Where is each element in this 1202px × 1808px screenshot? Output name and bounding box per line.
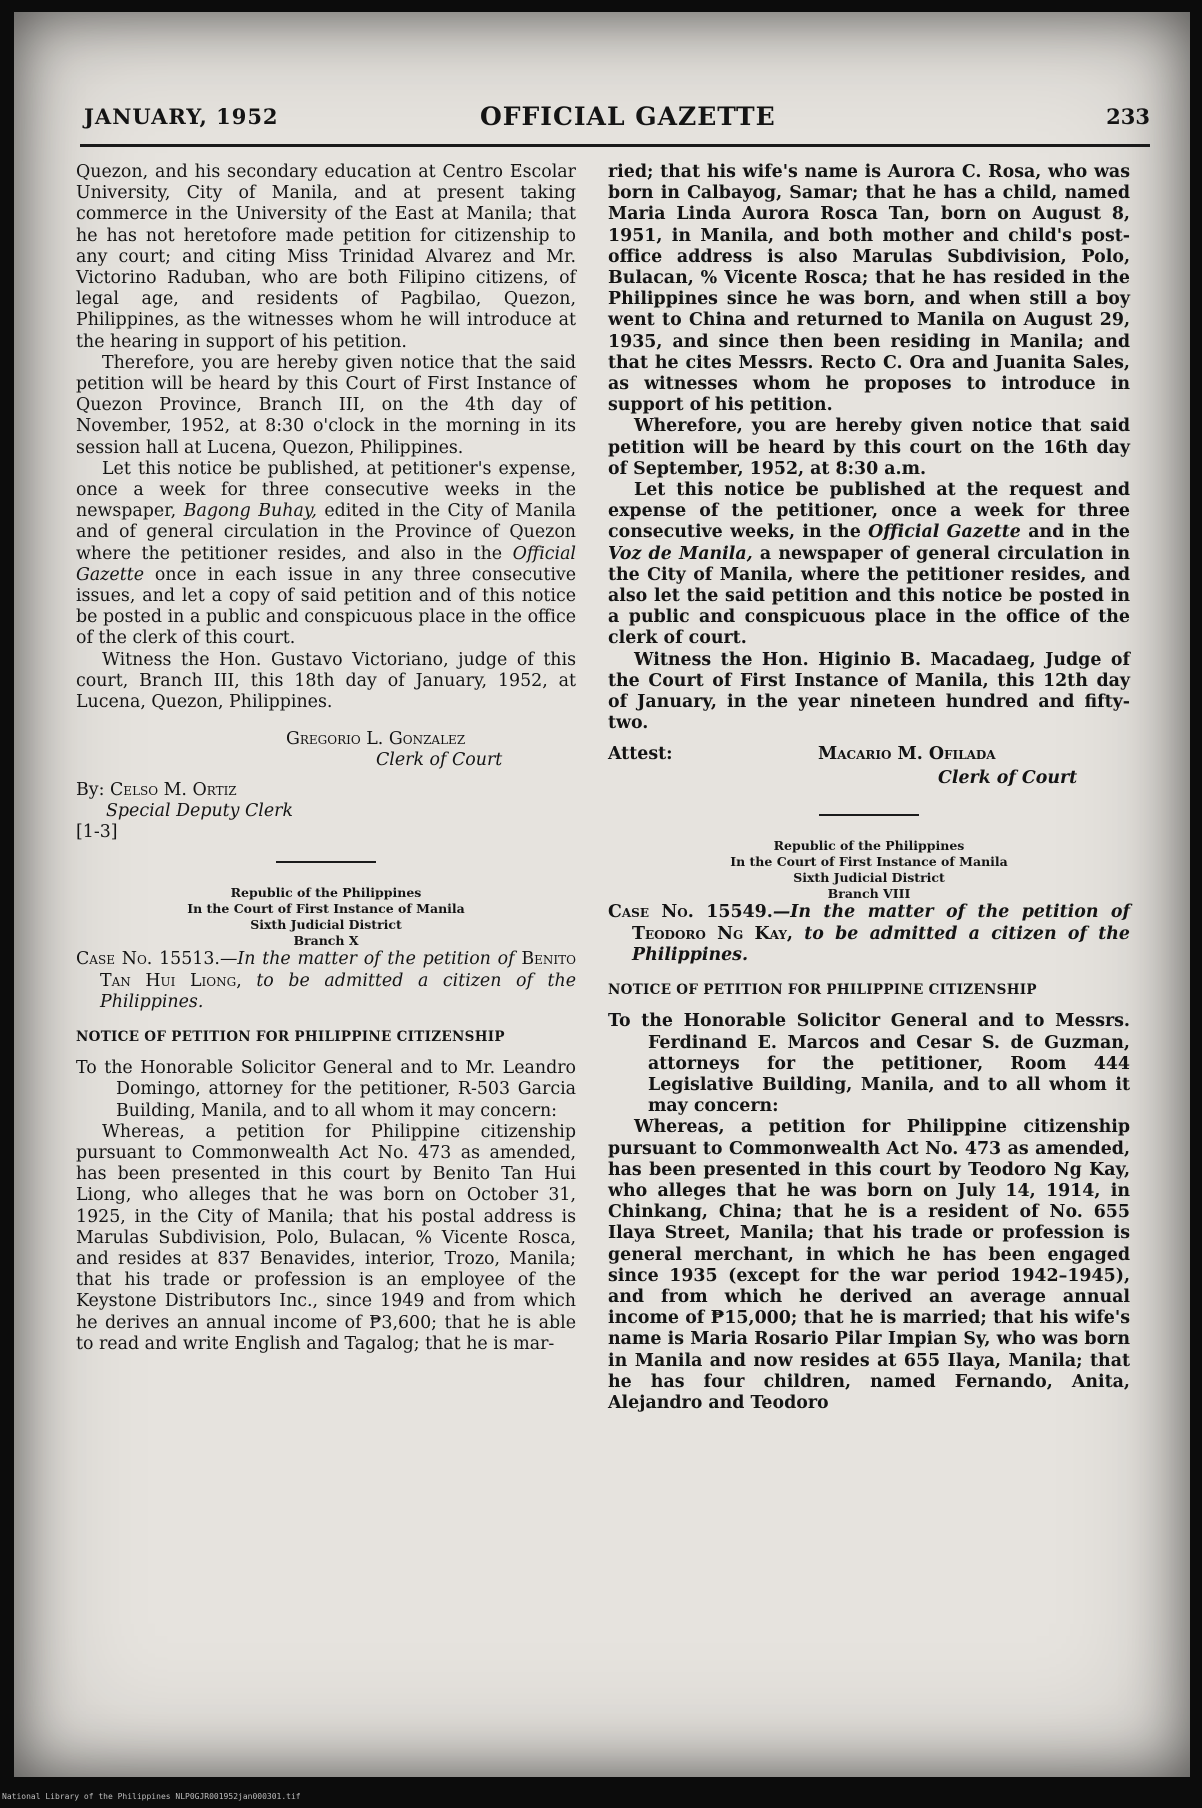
attest-name: Macario M. Ofilada [818, 744, 996, 765]
left-court-line-2: In the Court of First Instance of Manila [187, 901, 465, 917]
scan-footer: National Library of the Philippines NLP0GJR001952jan000301.tif [2, 1792, 301, 1801]
left-case-heading [76, 949, 576, 1013]
right-court-line-1: Republic of the Philippines [773, 838, 965, 854]
left-para-3-text-b: edited in the City of Manila and of general circulation in the Province of Quezon where the petitioner resides, and also in the [76, 501, 577, 564]
left-addressee: To the Honorable Solicitor General and to Mr. Leandro Domingo, attorney for the petitioner, R-503 Garcia Building, Manila, and to all whom it may concern: [76, 1058, 576, 1121]
left-para-3-gazette: Official Gazette [76, 543, 576, 585]
scanned-page [14, 12, 1190, 1777]
left-signature-title: Clerk of Court [376, 750, 503, 771]
left-para-2: Therefore, you are hereby given notice that the said petition will be heard by this Court of First Instance of Quezon Province, Branch III, on the 4th day of November, 1952, at 8:30 o'clock in the morning in its session hall at Lucena, Quezon, Philippines. [76, 352, 576, 458]
right-case-heading [608, 902, 1130, 966]
left-signature-block [76, 729, 576, 771]
right-court-caption [608, 838, 1130, 902]
attest-block [608, 744, 1130, 796]
left-court-caption [76, 885, 576, 949]
right-para-1: ried; that his wife's name is Aurora C. Rosa, who was born in Calbayog, Samar; that he has a child, named Maria Linda Aurora Rosca Tan, born on August 8, 1951, in Manila, and both mother and child's post-office address is also Marulas Subdivision, Polo, Bulacan, % Vicente Rosca; that he has resided in the Philippines since he was born, and when still a boy went to China and returned to Manila on August 29, 1935, and since then been residing in Manila; and that he cites Messrs. Recto C. Ora and Juanita Sales, as witnesses whom he proposes to introduce in support of his petition. [608, 162, 1130, 416]
right-addressee: To the Honorable Solicitor General and to Messrs. Ferdinand E. Marcos and Cesar S. de Guzman, attorneys for the petitioner, Room 444 Legislative Building, Manila, and to all whom it may concern: [608, 1011, 1130, 1117]
left-para-3 [76, 459, 576, 650]
deputy-name: Celso M. Ortiz [110, 779, 237, 800]
right-case-number: Case No. 15549. [608, 902, 773, 923]
section-divider [276, 861, 376, 863]
right-court-line-4: Branch VIII [827, 886, 911, 902]
right-column [608, 162, 1130, 1414]
left-notice-heading: NOTICE OF PETITION FOR PHILIPPINE CITIZENSHIP [76, 1028, 505, 1045]
attest-label: Attest: [608, 744, 673, 765]
page-header [80, 92, 1150, 147]
left-case-number: Case No. 15513. [76, 949, 220, 970]
right-para-5: Whereas, a petition for Philippine citizenship pursuant to Commonwealth Act No. 473 as amended, has been presented in this court by Teodoro Ng Kay, who alleges that he was born on July 14, 1914, in Chinkang, China; that he is a resident of No. 655 Ilaya Street, Manila; that his trade or profession is general merchant, in which he has been engaged since 1935 (except for the war period 1942–1945), and from which he derived an average annual income of ₱15,000; that he is married; that his wife's name is Maria Rosario Pilar Impian Sy, who was born in Manila and now resides at 655 Ilaya, Manila; that he has four children, named Fernando, Anita, Alejandro and Teodoro [608, 1117, 1130, 1413]
left-court-line-1: Republic of the Philippines [230, 885, 422, 901]
issue-reference: [1-3] [76, 822, 118, 843]
right-para-2: Wherefore, you are hereby given notice that said petition will be heard by this court on the 16th day of September, 1952, at 8:30 a.m. [608, 416, 1130, 479]
right-court-line-3: Sixth Judicial District [793, 870, 945, 886]
header-publication-title: OFFICIAL GAZETTE [480, 102, 776, 131]
left-para-3-text-c: once in each issue in any three consecutive issues, and let a copy of said petition and of this notice be posted in a public and conspicuous place in the office of the clerk of this court. [76, 564, 576, 649]
left-case-title-b: to be admitted a citizen of the Philippines. [100, 970, 576, 1012]
right-para-3-text-a: Let this notice be published at the request and expense of the petitioner, once a week for three consecutive weeks, in the [608, 480, 1130, 543]
left-para-4: Witness the Hon. Gustavo Victoriano, judge of this court, Branch III, this 18th day of January, 1952, at Lucena, Quezon, Philippines. [76, 649, 576, 713]
by-label: By: [76, 779, 105, 800]
right-para-3-gazette: Official Gazette [868, 522, 1021, 543]
section-divider [819, 814, 919, 816]
header-date: JANUARY, 1952 [84, 104, 279, 129]
left-case-petitioner: Benito Tan Hui Liong, [100, 949, 576, 991]
left-court-line-3: Sixth Judicial District [250, 917, 402, 933]
deputy-block [76, 780, 576, 844]
left-signature-name: Gregorio L. Gonzalez [286, 729, 466, 750]
left-para-3-text-a: Let this notice be published, at petitioner's expense, once a week for three consecutive weeks in the newspaper, [76, 458, 576, 522]
right-para-3-text-b: and in the [1020, 522, 1130, 543]
right-notice-heading: NOTICE OF PETITION FOR PHILIPPINE CITIZENSHIP [608, 982, 1037, 999]
right-para-3-newspaper: Voz de Manila, [608, 543, 753, 564]
left-column [76, 162, 576, 1355]
deputy-title: Special Deputy Clerk [106, 800, 294, 821]
left-para-3-newspaper: Bagong Buhay, [183, 501, 317, 522]
left-court-line-4: Branch X [293, 933, 359, 949]
right-case-title-a: —In the matter of the petition of [772, 902, 1130, 923]
right-para-3-text-c: a newspaper of general circulation in the City of Manila, where the petitioner resides, and also let the said petition and this notice be posted in a public and conspicuous place in the office of the clerk of court. [608, 543, 1130, 649]
right-para-3 [608, 480, 1130, 650]
right-case-petitioner: Teodoro Ng Kay, [632, 923, 793, 944]
right-para-4: Witness the Hon. Higinio B. Macadaeg, Judge of the Court of First Instance of Manila, this 12th day of January, in the year nineteen hundred and fifty-two. [608, 649, 1130, 734]
left-case-title-a: —In the matter of the petition of [219, 949, 522, 970]
right-court-line-2: In the Court of First Instance of Manila [730, 854, 1008, 870]
right-case-title-b: to be admitted a citizen of the Philippines. [632, 923, 1130, 965]
header-page-number: 233 [1106, 104, 1150, 129]
left-para-1: Quezon, and his secondary education at Centro Escolar University, City of Manila, and at present taking commerce in the University of the East at Manila; that he has not heretofore made petition for citizenship to any court; and citing Miss Trinidad Alvarez and Mr. Victorino Raduban, who are both Filipino citizens, of legal age, and residents of Pagbilao, Quezon, Philippines, as the witnesses whom he will introduce at the hearing in support of his petition. [76, 162, 576, 352]
attest-title: Clerk of Court [938, 768, 1078, 789]
left-para-5: Whereas, a petition for Philippine citizenship pursuant to Commonwealth Act No. 473 as amended, has been presented in this court by Benito Tan Hui Liong, who alleges that he was born on October 31, 1925, in the City of Manila; that his postal address is Marulas Subdivision, Polo, Bulacan, % Vicente Rosca, and resides at 837 Benavides, interior, Trozo, Manila; that his trade or profession is an employee of the Keystone Distributors Inc., since 1949 and from which he derives an annual income of ₱3,600; that he is able to read and write English and Tagalog; that he is mar- [76, 1121, 576, 1354]
